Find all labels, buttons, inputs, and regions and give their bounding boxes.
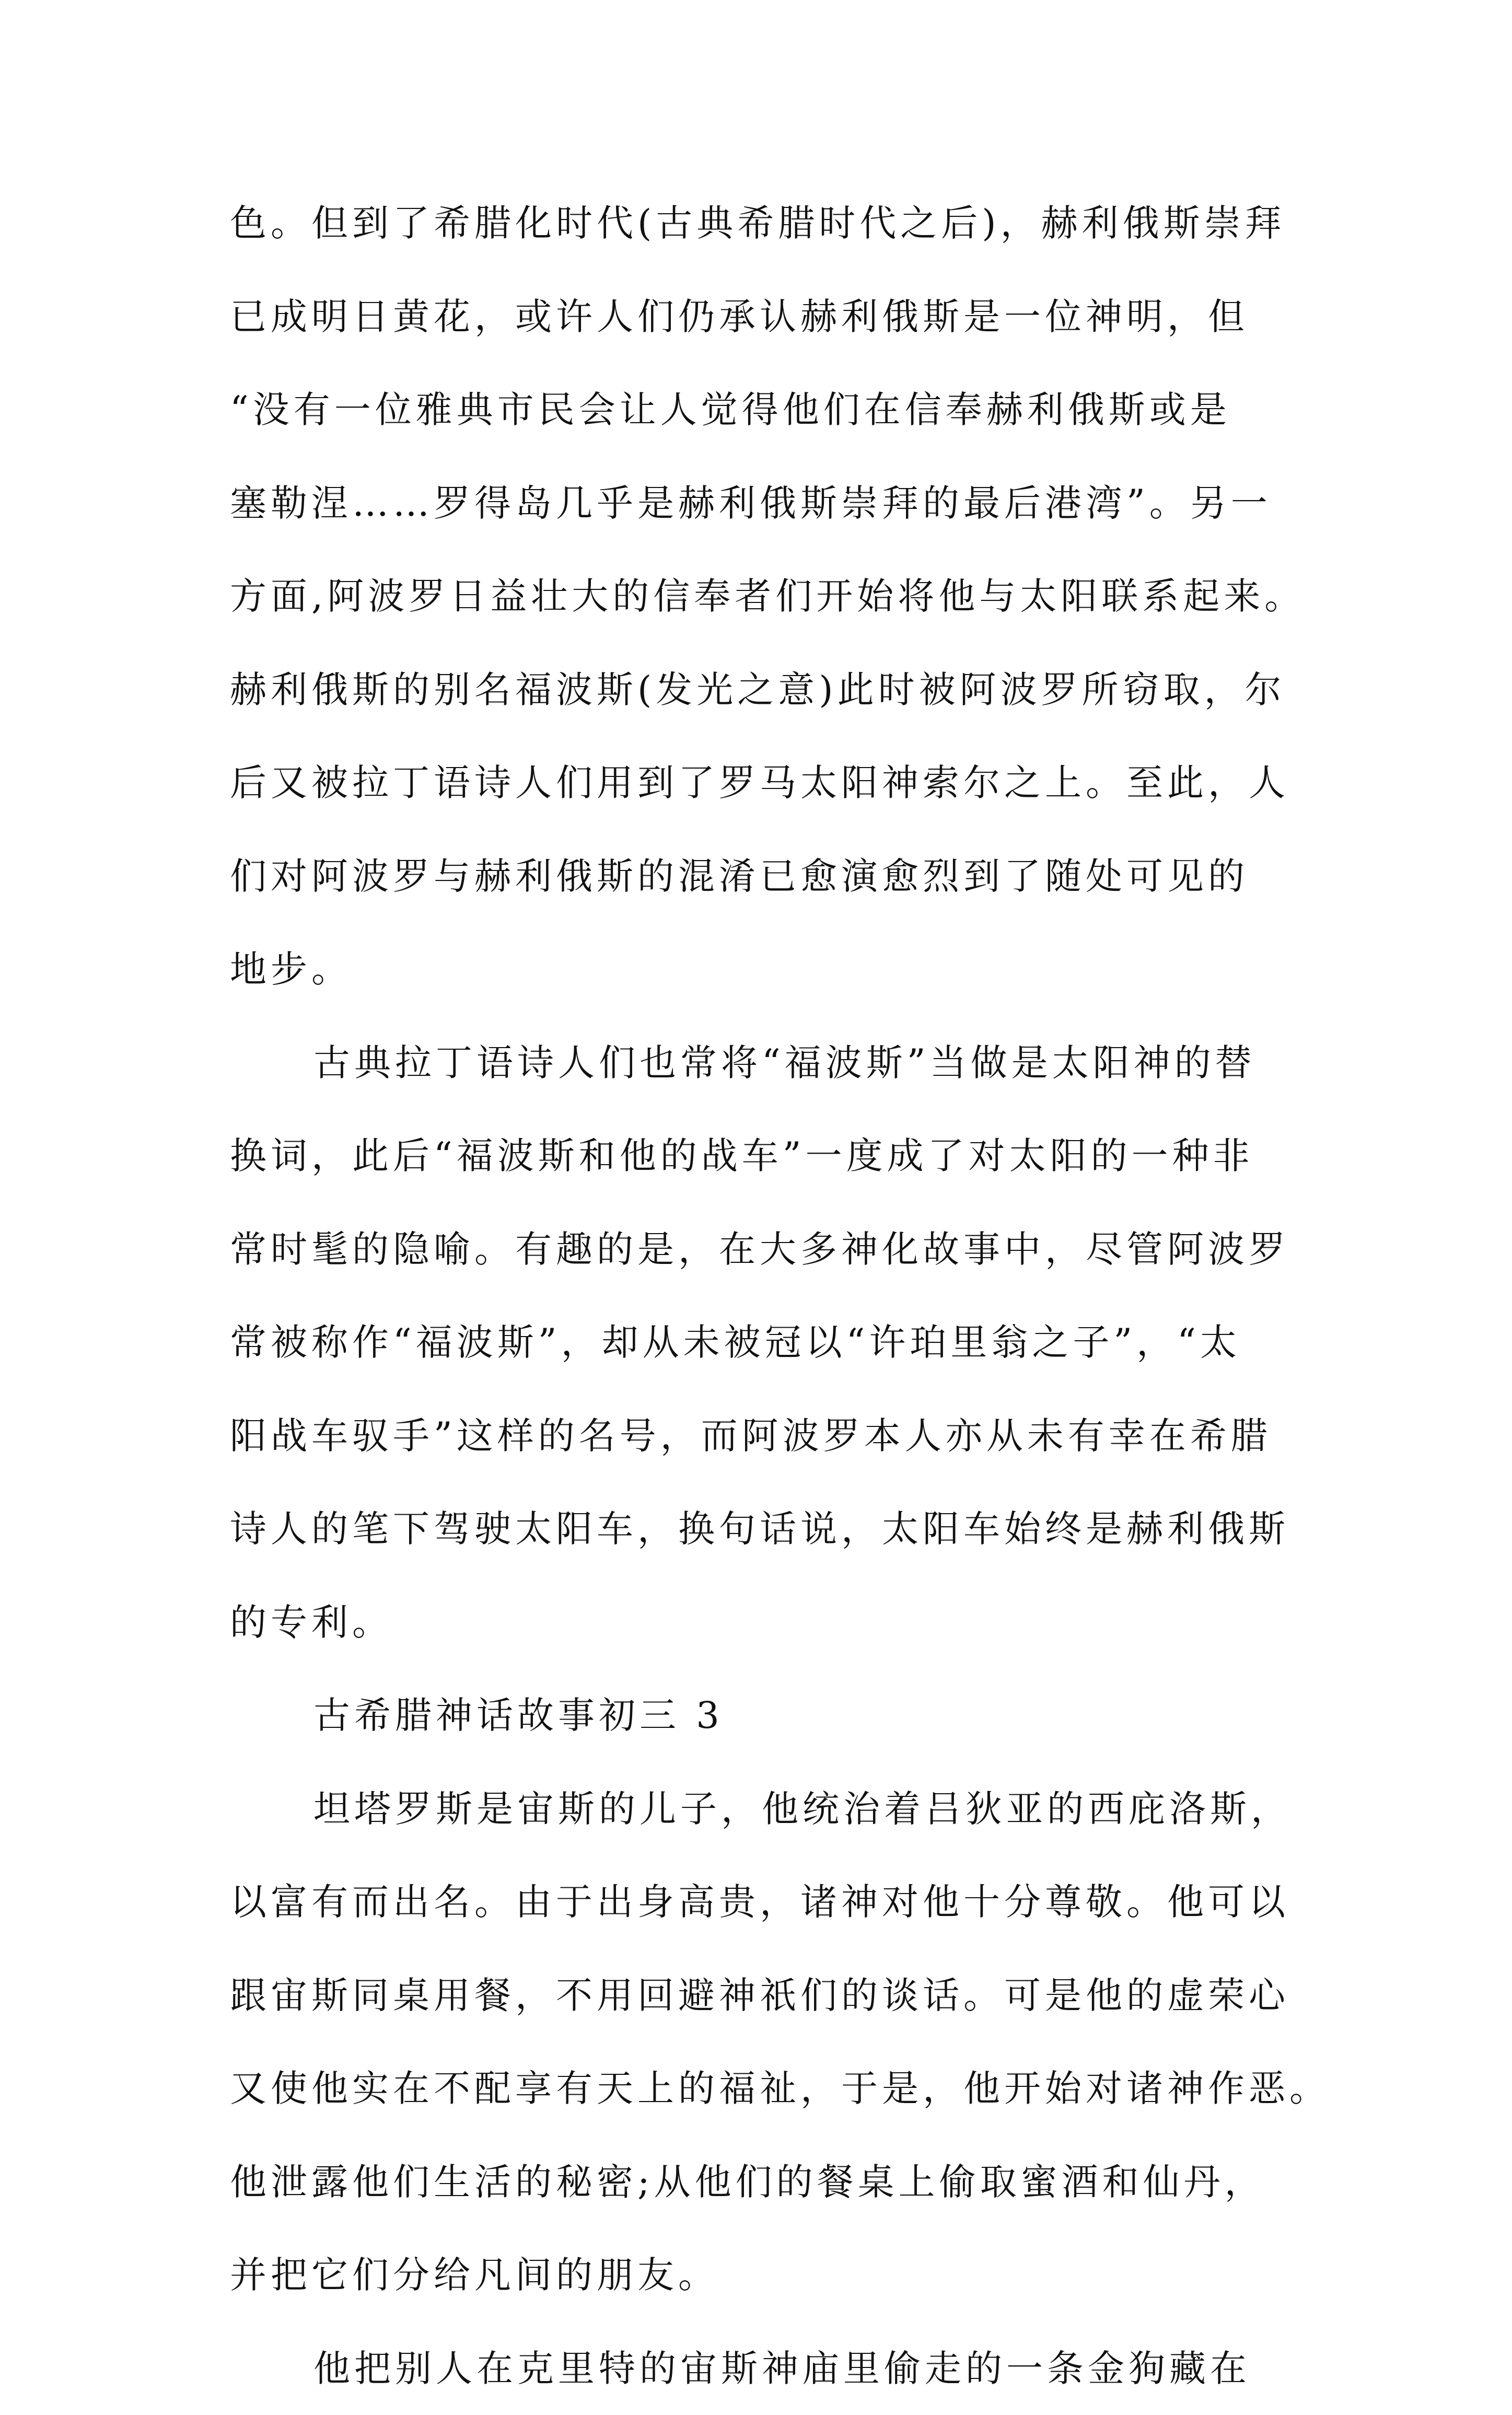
text-line: 以富有而出名。由于出身高贵，诸神对他十分尊敬。他可以 (230, 1855, 1296, 1949)
text-line: 阳战车驭手”这样的名号，而阿波罗本人亦从未有幸在希腊 (230, 1389, 1296, 1483)
section-heading (230, 1669, 1296, 1762)
text-line: 并把它们分给凡间的朋友。 (230, 2228, 1296, 2322)
text-line: 地步。 (230, 923, 1296, 1016)
text-line: 的专利。 (230, 1576, 1296, 1669)
paragraph-golden-dog (230, 2322, 1296, 2415)
text-line: 塞勒涅……罗得岛几乎是赫利俄斯崇拜的最后港湾”。另一 (230, 457, 1296, 550)
document-body (230, 177, 1296, 2415)
text-line: 坦塔罗斯是宙斯的儿子，他统治着吕狄亚的西庇洛斯， (230, 1762, 1296, 1856)
text-line: 诗人的笔下驾驶太阳车，换句话说，太阳车始终是赫利俄斯 (230, 1482, 1296, 1576)
section-title: 古希腊神话故事初三 3 (230, 1669, 1296, 1762)
text-line: 赫利俄斯的别名福波斯(发光之意)此时被阿波罗所窃取，尔 (230, 643, 1296, 737)
text-line: 常被称作“福波斯”，却从未被冠以“许珀里翁之子”，“太 (230, 1296, 1296, 1389)
text-line: 跟宙斯同桌用餐，不用回避神祇们的谈话。可是他的虚荣心 (230, 1949, 1296, 2042)
text-line: 们对阿波罗与赫利俄斯的混淆已愈演愈烈到了随处可见的 (230, 830, 1296, 923)
text-line: 已成明日黄花，或许人们仍承认赫利俄斯是一位神明，但 (230, 270, 1296, 364)
paragraph-phoebus-metaphor (230, 1016, 1296, 1669)
text-line: 他把别人在克里特的宙斯神庙里偷走的一条金狗藏在 (230, 2322, 1296, 2415)
text-line: 他泄露他们生活的秘密;从他们的餐桌上偷取蜜酒和仙丹， (230, 2135, 1296, 2229)
text-line: 常时髦的隐喻。有趣的是，在大多神化故事中，尽管阿波罗 (230, 1203, 1296, 1296)
text-line: 后又被拉丁语诗人们用到了罗马太阳神索尔之上。至此，人 (230, 736, 1296, 830)
text-line: 古典拉丁语诗人们也常将“福波斯”当做是太阳神的替 (230, 1016, 1296, 1110)
paragraph-tantalus (230, 1762, 1296, 2322)
text-line: 方面,阿波罗日益壮大的信奉者们开始将他与太阳联系起来。 (230, 550, 1296, 643)
text-line: “没有一位雅典市民会让人觉得他们在信奉赫利俄斯或是 (230, 363, 1296, 457)
text-line: 色。但到了希腊化时代(古典希腊时代之后)，赫利俄斯崇拜 (230, 177, 1296, 270)
text-line: 换词，此后“福波斯和他的战车”一度成了对太阳的一种非 (230, 1109, 1296, 1203)
paragraph-helios-decline (230, 177, 1296, 1016)
text-line: 又使他实在不配享有天上的福祉，于是，他开始对诸神作恶。 (230, 2042, 1296, 2135)
